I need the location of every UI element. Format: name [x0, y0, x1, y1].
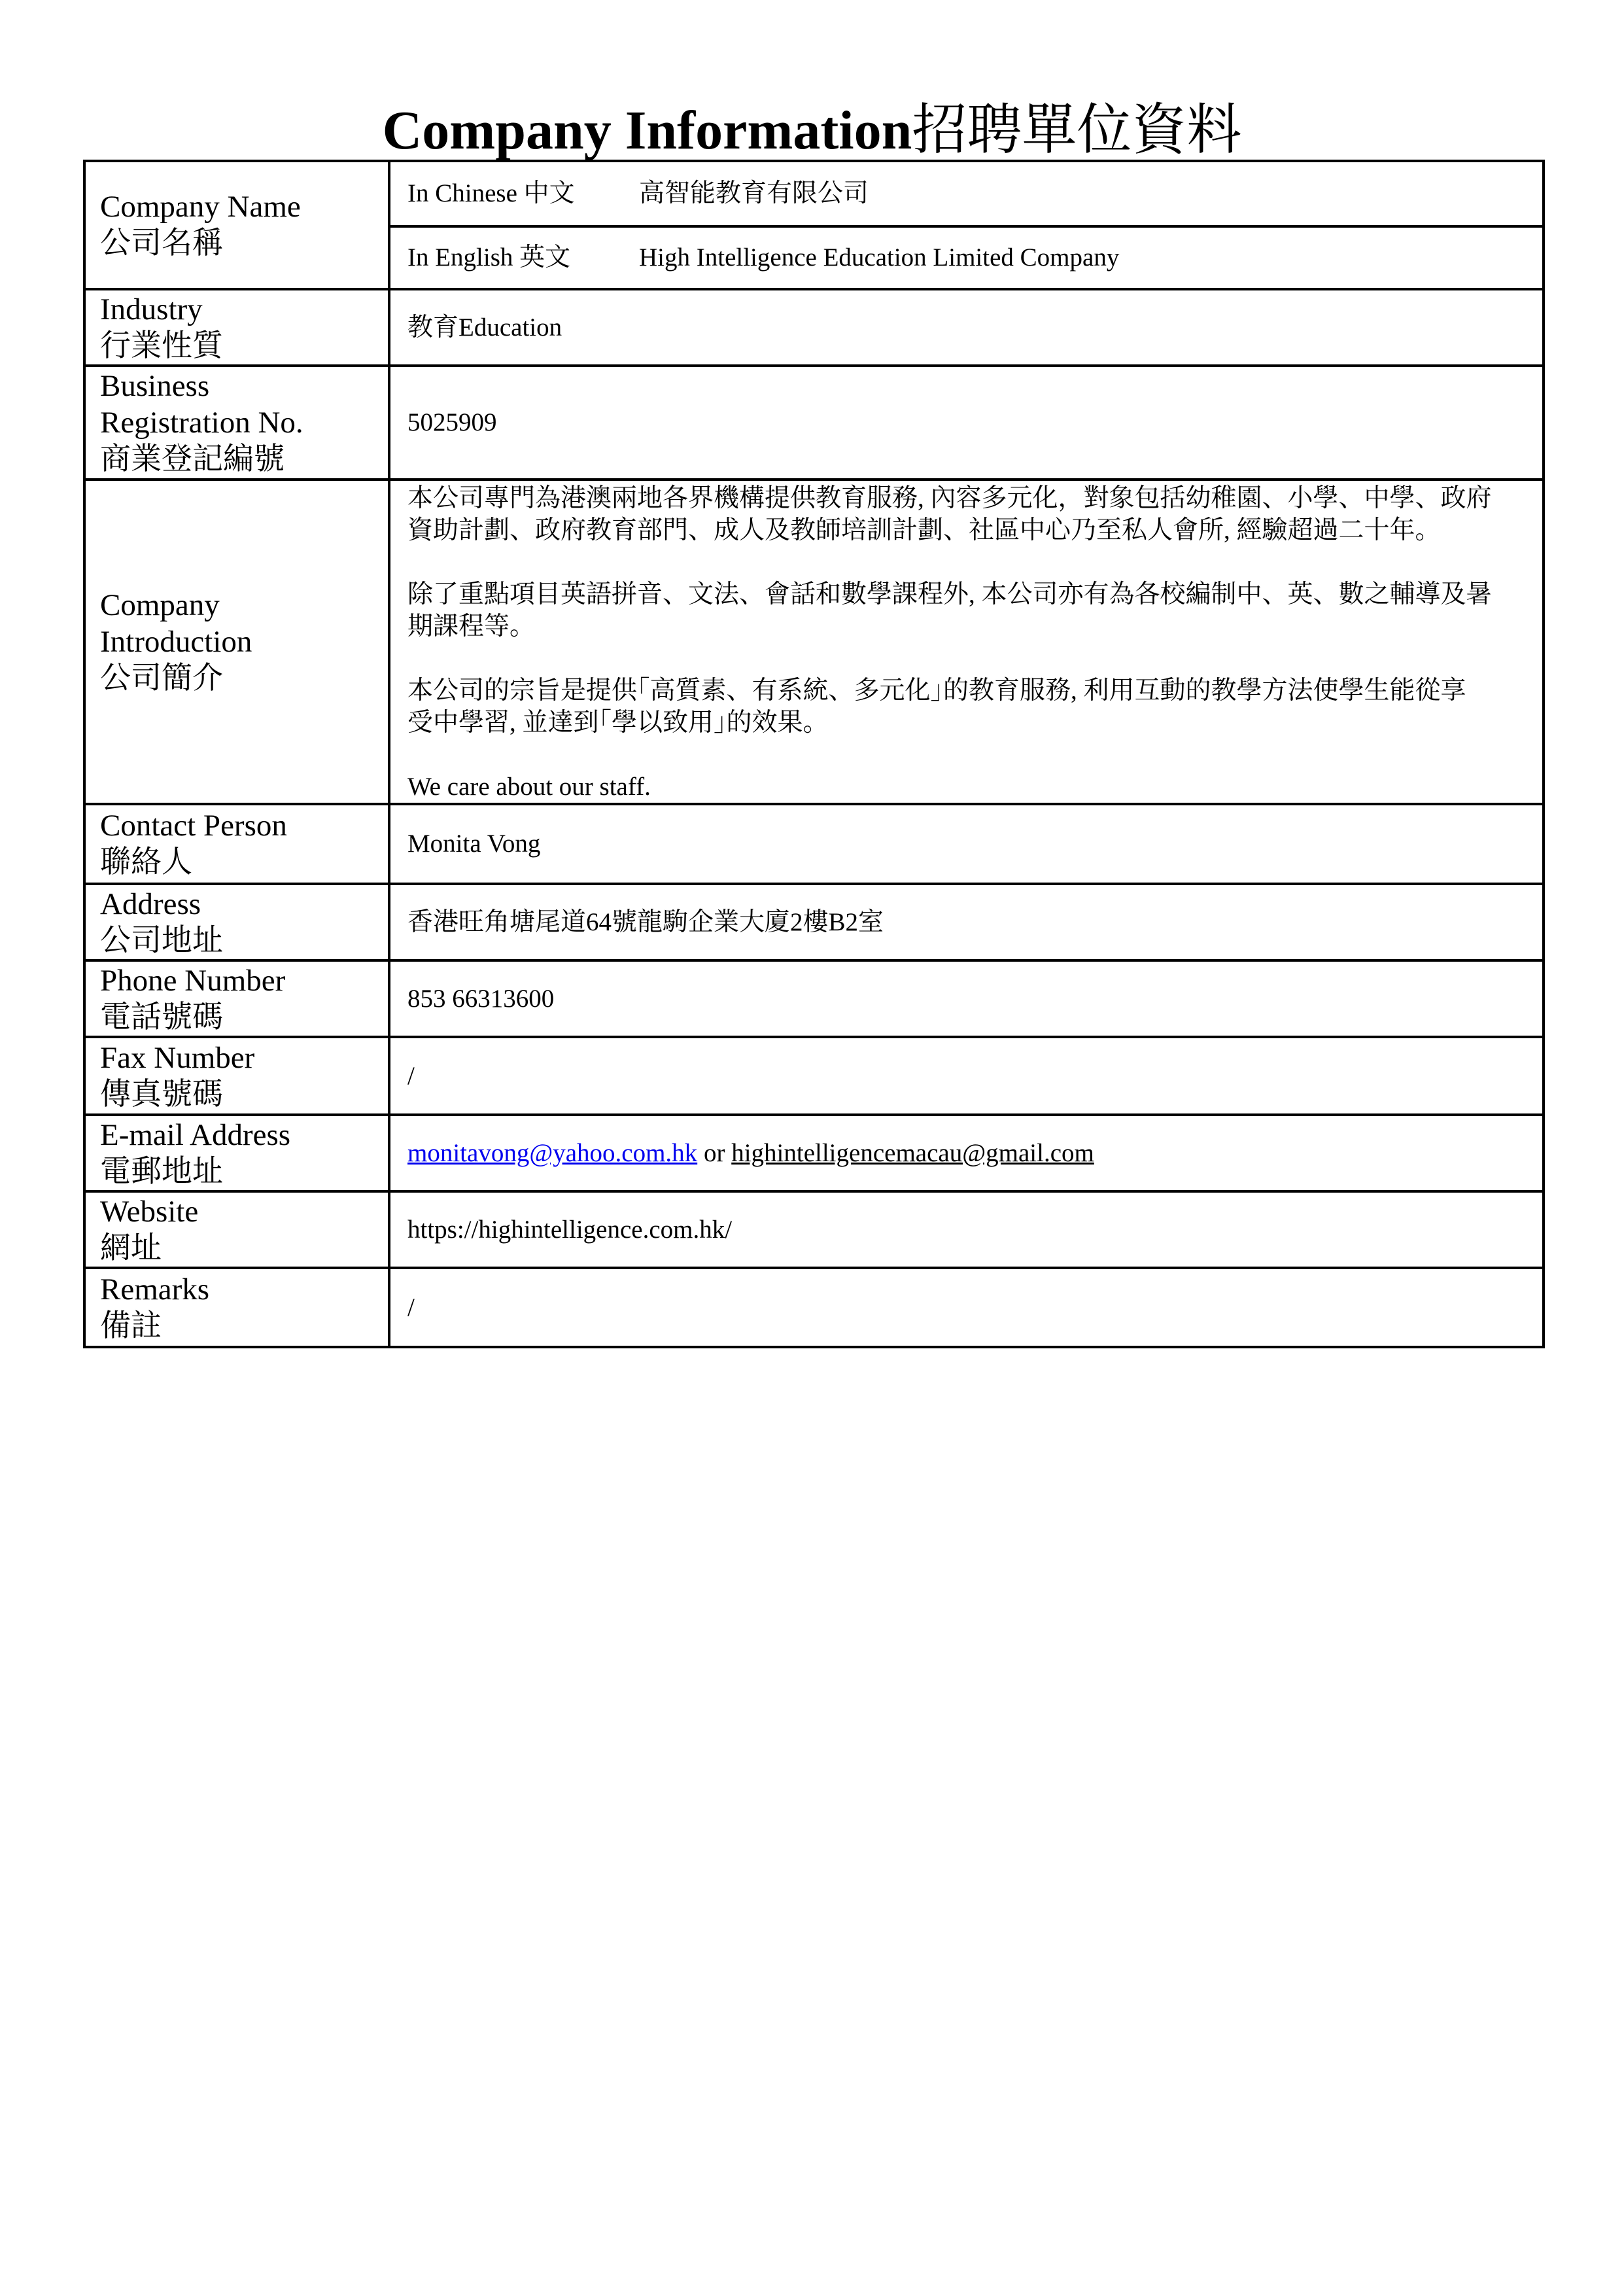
remarks-value: /: [389, 1268, 1544, 1347]
contact-person-row: [84, 804, 1544, 884]
english-name-label: In English 英文: [407, 243, 571, 272]
page-title: [0, 98, 1624, 164]
intro-line: 期課程等。: [407, 612, 536, 640]
contact-person-value: Monita Vong: [389, 804, 1544, 884]
page-title-chinese: 招聘單位資料: [912, 100, 1242, 161]
contact-person-label: Contact Person 聯絡人: [84, 804, 389, 884]
page-title-english: Company Information: [382, 100, 912, 161]
industry-value: 教育Education: [389, 289, 1544, 366]
primary-email-link[interactable]: monitavong@yahoo.com.hk: [407, 1138, 698, 1167]
fax-label: Fax Number 傳真號碼: [84, 1037, 389, 1115]
industry-label: Industry 行業性質: [84, 289, 389, 366]
company-introduction-label: Company Introduction 公司簡介: [84, 480, 389, 804]
chinese-name-value: 高智能教育有限公司: [639, 179, 869, 207]
intro-line: 本公司專門為港澳兩地各界機構提供教育服務, 內容多元化，對象包括幼稚園、小學、中學、政府: [407, 484, 1492, 512]
email-row: [84, 1115, 1544, 1191]
website-value: https://highintelligence.com.hk/: [389, 1191, 1544, 1268]
company-name-label: Company Name 公司名稱: [84, 161, 389, 289]
intro-line: 除了重點項目英語拼音、文法、會話和數學課程外, 本公司亦有為各校編制中、英、數之輔導及暑: [407, 580, 1492, 608]
intro-line: 本公司的宗旨是提供｢高質素、有系統、多元化｣的教育服務, 利用互動的教學方法使學生能從享: [407, 676, 1466, 705]
company-introduction-row: [84, 480, 1544, 804]
address-value: 香港旺角塘尾道64號龍駒企業大廈2樓B2室: [389, 884, 1544, 960]
intro-spacer: [407, 739, 1542, 771]
intro-spacer: [407, 546, 1542, 578]
remarks-label: Remarks 備註: [84, 1268, 389, 1347]
email-value: [389, 1115, 1544, 1191]
remarks-row: [84, 1268, 1544, 1347]
english-name-value: High Intelligence Education Limited Company: [639, 243, 1120, 272]
company-info-table: [83, 160, 1545, 1348]
secondary-email-link[interactable]: highintelligencemacau@gmail.com: [731, 1138, 1094, 1167]
address-label: Address 公司地址: [84, 884, 389, 960]
phone-value: 853 66313600: [389, 960, 1544, 1037]
business-registration-value: 5025909: [389, 366, 1544, 480]
intro-line: 受中學習, 並達到｢學以致用｣的效果。: [407, 709, 829, 737]
intro-line: We care about our staff.: [407, 773, 651, 801]
industry-row: [84, 289, 1544, 366]
phone-label: Phone Number 電話號碼: [84, 960, 389, 1037]
company-name-row-chinese: [84, 161, 1544, 226]
fax-value: /: [389, 1037, 1544, 1115]
fax-row: [84, 1037, 1544, 1115]
website-row: [84, 1191, 1544, 1268]
business-registration-row: [84, 366, 1544, 480]
company-name-english-cell: [389, 226, 1544, 289]
chinese-name-label: In Chinese 中文: [407, 179, 575, 207]
company-name-chinese-cell: [389, 161, 1544, 226]
company-introduction-value: [389, 480, 1544, 804]
email-separator: or: [697, 1138, 732, 1167]
email-label: E-mail Address 電郵地址: [84, 1115, 389, 1191]
intro-line: 資助計劃、政府教育部門、成人及教師培訓計劃、社區中心乃至私人會所, 經驗超過二十年。: [407, 516, 1441, 544]
business-registration-label: Business Registration No. 商業登記編號: [84, 366, 389, 480]
intro-spacer: [407, 642, 1542, 674]
address-row: [84, 884, 1544, 960]
company-introduction-text: [407, 482, 1542, 803]
website-label: Website 網址: [84, 1191, 389, 1268]
phone-row: [84, 960, 1544, 1037]
